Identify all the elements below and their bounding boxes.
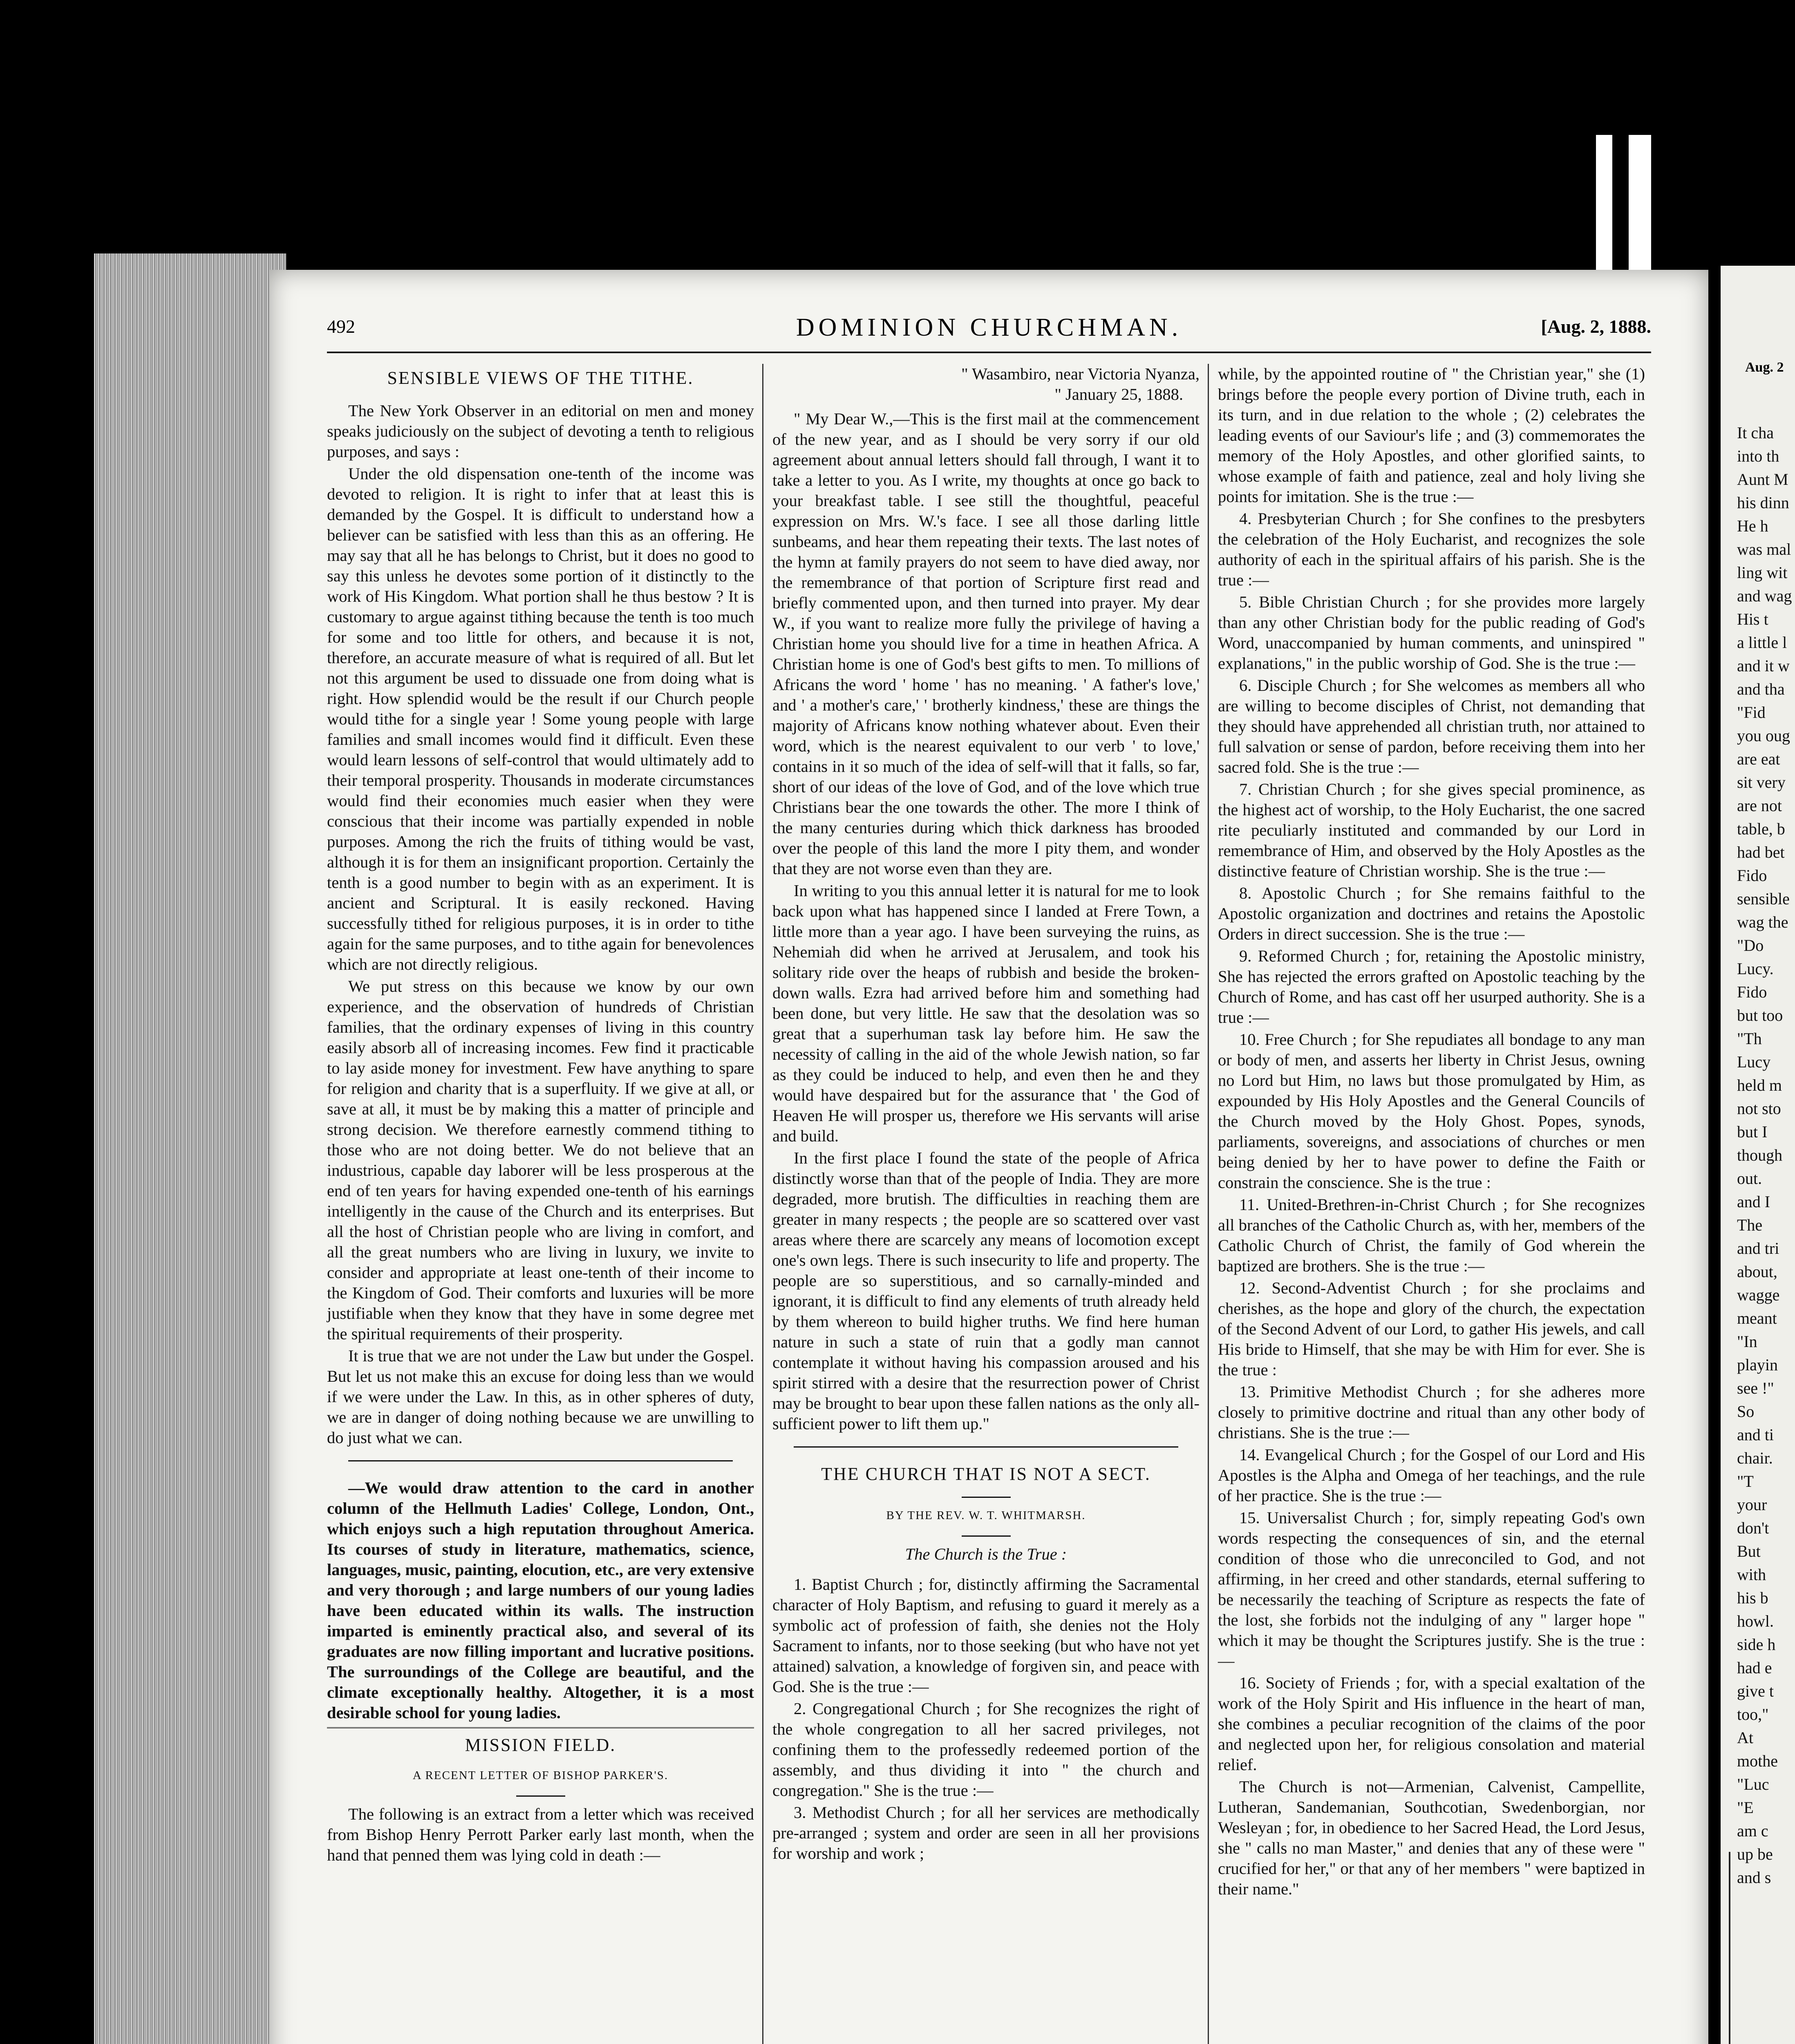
list-item: 15. Universalist Church ; for, simply repeating God's own words respecting the consequences of sin, and the eternal condition of those who die unreconciled to God, and not affirming, in her creed and other standards, eternal suffering to be necessarily the teaching of Scripture as respects the fate of the lost, she forbids not the indulging of any " larger hope " which it may be thought the Scriptures justify. She is the true :— [1218, 1508, 1645, 1670]
column-divider [1208, 364, 1209, 2044]
facing-page-line: "Fid [1737, 703, 1766, 722]
facing-page [1721, 266, 1795, 2044]
facing-page-line: wag the [1737, 913, 1788, 931]
list-item: 6. Disciple Church ; for She welcomes as members all who are willing to become disciples of Christ, not demanding that they should have apprehended all christian truth, nor attained to full salvation or sense of pardon, before receiving them into her sacred fold. She is the true :— [1218, 676, 1645, 776]
list-item: 2. Congregational Church ; for She recognizes the right of the whole congregation to all her sacred privileges, not confining them to the professedly redeemed portion of the assembly, and thus dividing it into " the church and congregation." She is the true :— [772, 1699, 1200, 1800]
header-rule [327, 352, 1651, 353]
facing-page-line: wagge [1737, 1286, 1780, 1304]
facing-page-line: and s [1737, 1868, 1771, 1887]
paragraph: In the first place I found the state of the people of Africa distinctly worse than that of the people of India. They are more degraded, more brutish. The difficulties in reaching them are greater in many respects ; the people are so scattered over vast areas where there are scarcely any means of locomotion except one's own legs. There is such insecurity to life and property. The people are so superstitious, and so carnally-minded and ignorant, it is difficult to find any elements of truth already held by them whereon to build higher truths. We find here human nature in such a state of ruin that a godly man cannot contemplate it without having his compassion aroused and his spirit stirred with a desire that the resurrection power of Christ may be brought to bear upon these fallen nations as the only all-sufficient power to lift them up." [772, 1149, 1200, 1433]
column-divider [762, 364, 763, 2044]
facing-page-line: "Do [1737, 936, 1764, 955]
article-heading-church: THE CHURCH THAT IS NOT A SECT. [821, 1464, 1151, 1484]
facing-page-line: But [1737, 1542, 1761, 1560]
facing-page-line: He h [1737, 517, 1768, 535]
facing-page-line: and I [1737, 1192, 1770, 1211]
list-item: 10. Free Church ; for She repudiates all bondage to any man or body of men, and asserts her liberty in Christ Jesus, owning no Lord but Him, no laws but those promulgated by Him, as expounded by His Holy Apostles and the General Councils of the Church moved by the Holy Ghost. Popes, synods, parliaments, sovereigns, and associations of churches or men being denied by her to have power to define the Faith or constrain the conscience. She is the true : [1218, 1030, 1645, 1192]
list-item: 3. Methodist Church ; for all her services are methodically pre-arranged ; system and order are seen in all her provisions for worship and work ; [772, 1803, 1200, 1862]
facing-page-line: a little l [1737, 633, 1787, 652]
column-1 [327, 364, 754, 1867]
facing-page-line: His t [1737, 610, 1768, 628]
facing-page-line: "Th [1737, 1029, 1762, 1048]
newspaper-page [270, 270, 1708, 2044]
facing-page-line: but too [1737, 1006, 1783, 1024]
paragraph: " My Dear W.,—This is the first mail at the commencement of the new year, and as I should be very sorry if our old agreement about annual letters should fall through, I want it to take a letter to you. As I write, my thoughts at once go back to your breakfast table. I see still the thoughtful, peaceful expression on Mrs. W.'s face. I see all those darling little sunbeams, and hear them repeating their texts. The last notes of the hymn at family prayers do not seem to have died away, nor the remembrance of that portion of Scripture first read and briefly commented upon, and then turned into prayer. My dear W., if you want to realize more fully the privilege of having a Christian home you should live for a time in heathen Africa. A Christian home is one of God's best gifts to men. To millions of Africans the word ' home ' has no meaning. ' A father's love,' and ' a mother's care,' ' brotherly kindness,' these are things the majority of Africans know nothing whatever about. Even their word, which is the nearest equivalent to our verb ' to love,' contains in it so much of the idea of self-will that it falls, so far, short of our ideas of the love of God, and of the love which true Christians bear the one towards the other. The more I think of the many centuries during which thick darkness has brooded over the people of this land the more I pity them, and wonder that they are not worse even than they are. [772, 410, 1200, 878]
facing-page-line: howl. [1737, 1612, 1774, 1630]
facing-page-line: are eat [1737, 750, 1780, 768]
list-item: 1. Baptist Church ; for, distinctly affirming the Sacramental character of Holy Baptism, and refusing to guard it merely as a symbolic act of profession of faith, she denies not the Holy Sacrament to infants, nor to those seeking (but who have not yet attained) salvation, a knowledge of forgiven sin, and peace with God. She is the true :— [772, 1575, 1200, 1696]
facing-page-line: about, [1737, 1262, 1777, 1281]
facing-page-line: So [1737, 1402, 1755, 1421]
list-item: 5. Bible Christian Church ; for she provides more largely than any other Christian body for the public reading of God's Word, unaccompanied by human comments, and uninspired " explanations," in the public worship of God. She is the true :— [1218, 593, 1645, 672]
facing-page-line: Fido [1737, 983, 1767, 1001]
facing-page-line: and it w [1737, 657, 1790, 675]
facing-page-line: mothe [1737, 1752, 1778, 1770]
paragraph: Under the old dispensation one-tenth of the income was devoted to religion. It is right to infer that at least this is demanded by the Gospel. It is difficult to understand how a believer can be satisfied with less than this as an offering. He may say that all he has belongs to Christ, but it does no good to say this unless he devotes some portion of it distinctly to the work of His Kingdom. What portion shall he thus bestow ? It is customary to argue against tithing because the tenth is too much for some and too little for others, and because it is not, therefore, an accurate measure of what is required of all. But let not this argument be used to dissuade one from doing what is right. How splendid would be the result if our Church people would tithe for a single year ! Some young people with large families and small incomes would find it difficult. Even these would learn lessons of self-control that would ultimately add to their temporal prosperity. Thousands in moderate circumstances would find their economies much easier when they were conscious that their income was partially expended in noble purposes. Among the rich the fruits of tithing would be vast, although it is for them an insignificant proportion. Certainly the tenth is a good number to begin with as an experiment. It is ancient and Scriptural. It is easily reckoned. Having successfully tithed for religious purposes, it is in order to tithe again for the same purposes, and to tithe again for benevolences which are not directly religious. [327, 464, 754, 973]
facing-page-line: chair. [1737, 1449, 1773, 1467]
facing-page-line: Lucy. [1737, 959, 1774, 978]
facing-page-line: table, b [1737, 820, 1785, 838]
facing-page-line: though [1737, 1146, 1783, 1164]
article-heading-tithe: SENSIBLE VIEWS OF THE TITHE. [387, 368, 694, 388]
facing-page-line: side h [1737, 1635, 1776, 1654]
facing-page-line: his dinn [1737, 493, 1789, 512]
book-fore-edge [94, 253, 286, 2044]
facing-page-line: not sto [1737, 1099, 1781, 1118]
facing-page-line: and tha [1737, 680, 1785, 698]
facing-page-line: into th [1737, 447, 1779, 465]
list-item: 14. Evangelical Church ; for the Gospel of our Lord and His Apostles is the Alpha and Omega of her teachings, and the rule of her practice. She is the true :— [1218, 1446, 1645, 1505]
list-item: 9. Reformed Church ; for, retaining the Apostolic ministry, She has rejected the errors grafted on Apostolic teaching by the Church of Rome, and has cast off her usurped authority. She is a true :— [1218, 947, 1645, 1026]
list-item: 16. Society of Friends ; for, with a special exaltation of the work of the Holy Spirit and His influence in the heart of man, she combines a peculiar recognition of the claims of the poor and neglected upon her, for religious consolation and material relief. [1218, 1674, 1645, 1774]
facing-page-line: are not [1737, 796, 1782, 815]
facing-page-line: and tri [1737, 1239, 1779, 1257]
publication-title: DOMINION CHURCHMAN. [796, 314, 1182, 341]
facing-page-header: Aug. 2 [1745, 360, 1784, 375]
facing-page-line: was mal [1737, 540, 1791, 558]
running-head [327, 316, 1651, 348]
paragraph: We put stress on this because we know by our own experience, and the observation of hundreds of Christian families, that the ordinary expenses of living in this country easily absorb all of increasing incomes. Few find it practicable to lay aside money for investment. Few have anything to spare for religion and charity that is a superfluity. If we give at all, or save at all, it must be by making this a matter of principle and strong decision. We therefore earnestly commend tithing to those who are not doing better. We do not believe that an industrious, capable day laborer will be less prosperous at the end of ten years for having expended one-tenth of his earnings intelligently in the cause of the Church and its enterprises. But all the host of Christian people who are living in comfort, and all the great numbers who are living in luxury, we invite to consider and appropriate at least one-tenth of their income to the Kingdom of God. Their comforts and luxuries will be more justifiable when they know that they have in some degree met the spiritual requirements of their prosperity. [327, 977, 754, 1343]
facing-page-line: am c [1737, 1822, 1768, 1840]
facing-page-line: At [1737, 1728, 1753, 1747]
list-item: 7. Christian Church ; for she gives special prominence, as the highest act of worship, to the Holy Eucharist, the one sacred rite peculiarly instituted and commanded by our Lord in remembrance of Him, and observed by the Holy Apostles as the distinctive feature of Christian worship. She is the true :— [1218, 780, 1645, 880]
facing-page-line: sensible [1737, 890, 1790, 908]
list-item: 13. Primitive Methodist Church ; for she adheres more closely to primitive doctrine and ritual than any other body of christians. She is the true :— [1218, 1383, 1645, 1442]
facing-page-advertisement [1729, 1852, 1795, 2044]
facing-page-line: his b [1737, 1589, 1768, 1607]
paragraph: The Church is not—Armenian, Calvenist, Campellite, Lutheran, Sandemanian, Southcotian, Swedenborgian, nor Wesleyan ; for, in obedience to her Sacred Head, the Lord Jesus, she " calls no man Master," and denies that any of these were " crucified for her," or that any of her members " were baptized in their name." [1218, 1777, 1645, 1898]
paragraph: while, by the appointed routine of " the Christian year," she (1) brings before the people every portion of Divine truth, each in its turn, and in due relation to the whole ; (2) celebrates the leading events of our Saviour's life ; and (3) commemorates the memory of the Holy Apostles, and other glorified saints, to whose example of faith and patience, zeal and holy living she points for imitation. She is the true :— [1218, 365, 1645, 506]
facing-page-line: "Luc [1737, 1775, 1769, 1793]
list-item: 11. United-Brethren-in-Christ Church ; for She recognizes all branches of the Catholic Church as, with her, members of the Catholic Church of Christ, the family of God wherein the baptized are brothers. She is the true :— [1218, 1195, 1645, 1275]
facing-page-line: ling wit [1737, 563, 1788, 582]
short-rule [516, 1795, 565, 1797]
facing-page-line: It cha [1737, 424, 1774, 442]
list-item: 12. Second-Adventist Church ; for she proclaims and cherishes, as the hope and glory of the church, the expectation of the Second Advent of our Lord, to gather His jewels, and call His bride to Himself, that she may be with Him for ever. She is the true : [1218, 1279, 1645, 1379]
paragraph: The New York Observer in an editorial on men and money speaks judiciously on the subject of devoting a tenth to religious purposes, and says : [327, 401, 754, 461]
facing-page-line: had bet [1737, 843, 1785, 861]
page-number: 492 [327, 316, 355, 337]
facing-page-line: "In [1737, 1332, 1757, 1351]
facing-page-line: too," [1737, 1705, 1769, 1724]
column-3 [1218, 364, 1645, 1901]
facing-page-line: give t [1737, 1682, 1774, 1700]
facing-page-line: playin [1737, 1356, 1778, 1374]
facing-page-line: meant [1737, 1309, 1777, 1327]
list-item: 8. Apostolic Church ; for She remains faithful to the Apostolic organization and doctrines and retains the Apostolic Orders in direct succession. She is the true :— [1218, 884, 1645, 943]
list-item: 4. Presbyterian Church ; for She confines to the presbyters the celebration of the Holy Eucharist, and recognizes the sole authority of each in the spiritual affairs of his parish. She is the true :— [1218, 509, 1645, 589]
short-rule [962, 1497, 1011, 1498]
crop-mark-top-right [1629, 135, 1651, 290]
facing-page-line: held m [1737, 1076, 1782, 1094]
article-subtitle: The Church is the True : [905, 1545, 1067, 1563]
facing-page-line: you oug [1737, 726, 1790, 745]
paragraph: The following is an extract from a letter which was received from Bishop Henry Perrott Parker early last month, when the hand that penned them was lying cold in death :— [327, 1805, 754, 1864]
issue-date: [Aug. 2, 1888. [1541, 316, 1651, 337]
paragraph: It is true that we are not under the Law but under the Gospel. But let us not make this an excuse for doing less than we would if we were under the Law. In this, as in other spheres of duty, we are in danger of doing nothing because we are unwilling to do just what we can. [327, 1347, 754, 1447]
facing-page-line: out. [1737, 1169, 1762, 1188]
facing-page-line: with [1737, 1565, 1766, 1584]
article-byline: BY THE REV. W. T. WHITMARSH. [886, 1509, 1086, 1522]
facing-page-text [1737, 421, 1795, 1889]
column-2 [772, 364, 1200, 1865]
section-rule [348, 1460, 733, 1461]
facing-page-line: don't [1737, 1519, 1769, 1537]
facing-page-line: Fido [1737, 866, 1767, 885]
facing-page-line: but I [1737, 1123, 1768, 1141]
paragraph: In writing to you this annual letter it is natural for me to look back upon what has happened since I landed at Frere Town, a little more than a year ago. I have been surveying the ruins, as Nehemiah did when he arrived at Jerusalem, and took his solitary ride over the heaps of rubbish and beside the broken-down walls. Ezra had arrived before him and something had been done, but very little. He saw that the desolation was so great that a superhuman task lay before him. He saw the necessity of calling in the aid of the whole Jewish nation, so far as they could be induced to help, and even then he and they would have despaired but for the assurance that ' the God of Heaven He will prosper us, therefore we His servants will arise and build. [772, 881, 1200, 1145]
facing-page-line: your [1737, 1495, 1767, 1514]
letter-dateline: " Wasambiro, near Victoria Nyanza, [961, 365, 1200, 383]
section-rule [794, 1446, 1178, 1448]
facing-page-line: see !" [1737, 1379, 1774, 1397]
article-heading-mission: MISSION FIELD. [327, 1727, 754, 1755]
facing-page-line: The [1737, 1216, 1763, 1234]
facing-page-line: "T [1737, 1472, 1754, 1490]
facing-page-line: Lucy [1737, 1053, 1771, 1071]
facing-page-line: and ti [1737, 1425, 1774, 1444]
facing-page-line: and wag [1737, 587, 1792, 605]
college-notice: —We would draw attention to the card in another column of the Hellmuth Ladies' College, London, Ont., which enjoys such a high reputation throughout America. Its courses of study in literature, mathematics, science, languages, music, painting, elocution, etc., are very extensive and very thorough ; and large numbers of our young ladies have been educated within its walls. The instruction imparted is eminently practical also, and several of its graduates are now filling important and lucrative positions. The surroundings of the College are beautiful, and the climate exceptionally healthy. Altogether, it is a most desirable school for young ladies. [327, 1479, 754, 1722]
short-rule [962, 1535, 1011, 1537]
letter-date: " January 25, 1888. [1054, 385, 1183, 403]
facing-page-line: "E [1737, 1798, 1754, 1817]
facing-page-line: sit very [1737, 773, 1786, 791]
facing-page-line: up be [1737, 1845, 1773, 1863]
facing-page-line: had e [1737, 1659, 1772, 1677]
facing-page-line: Aunt M [1737, 470, 1788, 489]
article-subheading: A RECENT LETTER OF BISHOP PARKER'S. [412, 1769, 669, 1782]
crop-mark-top-left [1596, 135, 1612, 290]
